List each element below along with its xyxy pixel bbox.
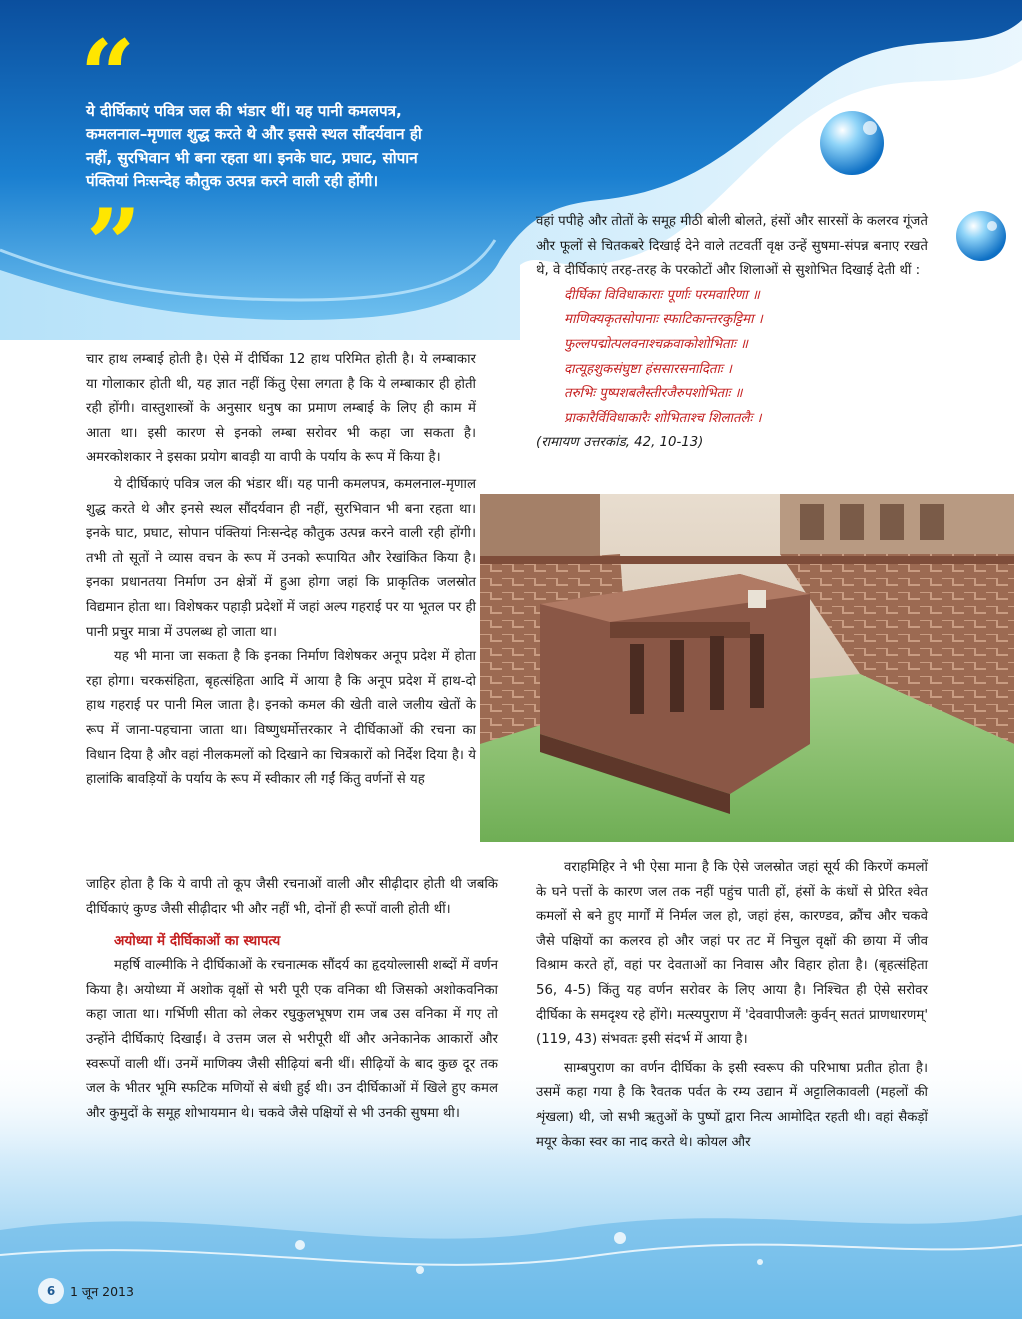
paragraph: साम्बपुराण का वर्णन दीर्घिका के इसी स्वरूप की परिभाषा प्रतीत होता है। उसमें कहा गया है कि रैवतक पर्वत के रम्य उद्यान में अट्टालिकावली (महलों की शृंखला) थी, जो सभी ऋतुओं के पुष्पों द्वारा नित्य आमोदित रहती थी। वहां सैकड़ों मयूर केका स्वर का नाद करते थे। कोयल और <box>536 1060 928 1150</box>
paragraph: यह भी माना जा सकता है कि इनका निर्माण विशेषकर अनूप प्रदेश में होता रहा होगा। चरकसंहिता, बृहत्संहिता आदि में आया है कि अनूप प्रदेश में हाथ-दो हाथ गहराई पर पानी मिल जाता है। इनको कमल की खेती वाले जलीय खेतों के रूप में जाना-पहचाना जाता था। विष्णुधर्मोत्तरकार ने दीर्घिकाओं की रचना का विधान दिया है और वहां नीलकमलों को दिखाने का चित्रकारों को निर्देश दिया है। ये हालांकि बावड़ियों के पर्याय के रूप में स्वीकार ली गईं किंतु वर्णनों से यह <box>86 649 476 788</box>
shloka-line: फुल्लपद्मोत्पलवनाश्चक्रवाकोशोभिताः ॥ <box>564 336 748 352</box>
shloka-line: दीर्घिका विविधाकाराः पूर्णाः परमवारिणा ॥ <box>564 287 760 303</box>
shloka-reference: (रामायण उत्तरकांड, 42, 10-13) <box>536 435 704 451</box>
pull-quote <box>80 19 436 302</box>
paragraph: ये दीर्घिकाएं पवित्र जल की भंडार थीं। यह पानी कमलपत्र, कमलनाल-मृणाल शुद्ध करते थे और इनसे स्थल सौंदर्यवान ही नहीं, सुरभिवान भी बना रहता था। इनके घाट, प्रघाट, सोपान पंक्तियां निःसन्देह कौतुक उत्पन्न करने वाली रही होंगी। तभी तो सूतों ने व्यास वचन के रूप में उनको रूपायित और रेखांकित किया है। इनका प्रधानतया निर्माण उन क्षेत्रों में हुआ होगा जहां कि प्राकृतिक जलस्रोत विद्यमान होता था। विशेषकर पहाड़ी प्रदेशों में जहां अल्प गहराई पर या भूतल पर ही पानी प्रचुर मात्रा में उपलब्ध हो जाता था। <box>86 476 476 640</box>
right-column-top <box>536 210 928 456</box>
paragraph: चार हाथ लम्बाई होती है। ऐसे में दीर्घिका 12 हाथ परिमित होती है। ये लम्बाकार या गोलाकार होती थी, यह ज्ञात नहीं किंतु ऐसा लगता है कि ये लम्बाकार ही होती रही होंगी। वास्तुशास्त्रों के अनुसार धनुष का प्रमाण लम्बाई के लिए ही काम में आता था। इसी कारण से इनको लम्बा सरोवर भी कहा जा सकता है। अमरकोशकार ने इसका प्रयोग बावड़ी या वापी के पर्याय के रूप में किया है। <box>86 352 476 466</box>
close-quote-mark: ” <box>86 188 142 302</box>
shloka-line: तरुभिः पुष्पशबलैस्तीरजैरुपशोभिताः ॥ <box>564 386 743 402</box>
section-heading: अयोध्या में दीर्घिकाओं का स्थापत्य <box>114 933 281 950</box>
shloka-line: माणिक्यकृतसोपानाः स्फाटिकान्तरकुट्टिमा । <box>564 312 763 328</box>
issue-date: 1 जून 2013 <box>70 1284 134 1299</box>
pull-quote-text: ये दीर्घिकाएं पवित्र जल की भंडार थीं। यह पानी कमलपत्र, कमलनाल–मृणाल शुद्ध करते थे और इससे स्थल सौंदर्यवान ही नहीं, सुरभिवान भी बना रहता था। इनके घाट, प्रघाट, सोपान पंक्तियां निःसन्देह कौतुक उत्पन्न करने वाली रही होंगी। <box>86 102 422 190</box>
right-column-bottom <box>536 856 928 1155</box>
shloka-line: प्राकारैर्विविधाकारैः शोभिताश्च शिलातलैः । <box>564 410 762 426</box>
left-column <box>86 348 476 793</box>
left-column-lower <box>86 873 498 1126</box>
stepwell-photo <box>480 494 1014 842</box>
shloka-line: दात्यूहशुकसंघुष्टा हंससारसनादिताः । <box>564 361 732 377</box>
paragraph: जाहिर होता है कि ये वापी तो कूप जैसी रचनाओं वाली और सीढ़ीदार होती थी जबकि दीर्घिकाएं कुण्ड जैसी सीढ़ीदार भी और नहीं भी, दोनों ही रूपों वाली होती थीं। <box>86 877 498 917</box>
page-number: 6 <box>38 1278 64 1304</box>
paragraph: महर्षि वाल्मीकि ने दीर्घिकाओं के रचनात्मक सौंदर्य का हृदयोल्लासी शब्दों में वर्णन किया है। अयोध्या में अशोक वृक्षों से भरी पूरी एक वनिका थी जिसको अशोकवनिका कहा जाता था। गर्भिणी सीता को लेकर रघुकुलभूषण राम जब उस वनिका में गए तो उन्होंने दीर्घिकाएं दिखाईं। वे उत्तम जल से भरीपूरी थीं और अनेकानेक आकारों और स्वरूपों वाली थीं। उनमें माणिक्य जैसी सीढ़ियां बनी थीं। सीढ़ियों के बाद कुछ दूर तक जल के भीतर भूमि स्फटिक मणियों से बंधी हुई थी। उन दीर्घिकाओं में खिले हुए कमल और कुमुदों के समूह शोभायमान थे। चकवे जैसे पक्षियों से भी उनकी सुषमा थी। <box>86 958 498 1121</box>
open-quote-mark: “ <box>80 19 136 132</box>
intro-paragraph: वहां पपीहे और तोतों के समूह मीठी बोली बोलते, हंसों और सारसों के कलरव गूंजते और फूलों से चितकबरे दिखाई देने वाले तटवर्ती वृक्ष उन्हें सुषमा-संपन्न बनाए रखते थे, वे दीर्घिकाएं तरह-तरह के परकोटों और शिलाओं से सुशोभित दिखाई देती थीं : <box>536 214 928 279</box>
paragraph: वराहमिहिर ने भी ऐसा माना है कि ऐसे जलस्रोत जहां सूर्य की किरणें कमलों के घने पत्तों के कारण जल तक नहीं पहुंच पाती हों, हंसों के कंधों से प्रेरित श्वेत कमलों से बने हुए मार्गों में निर्मल जल हो, जहां हंस, कारण्डव, क्रौंच और चकवे जैसे पक्षियों का कलरव हो और जहां पर तट में निचुल वृक्षों की छाया में जीव विश्राम करते हों, वहां पर देवताओं का निवास और विहार होता है। (बृहत्संहिता 56, 4-5) किंतु यह वर्णन सरोवर के लिए आया है। निश्चित ही ऐसे सरोवर दीर्घिका के समदृश्य रहे होंगे। मत्स्यपुराण में 'देववापीजलैः कुर्वन् सततं प्राणधारणम्' (119, 43) संभवतः इसी संदर्भ में आया है। <box>536 860 928 1048</box>
sanskrit-shloka <box>564 284 928 432</box>
